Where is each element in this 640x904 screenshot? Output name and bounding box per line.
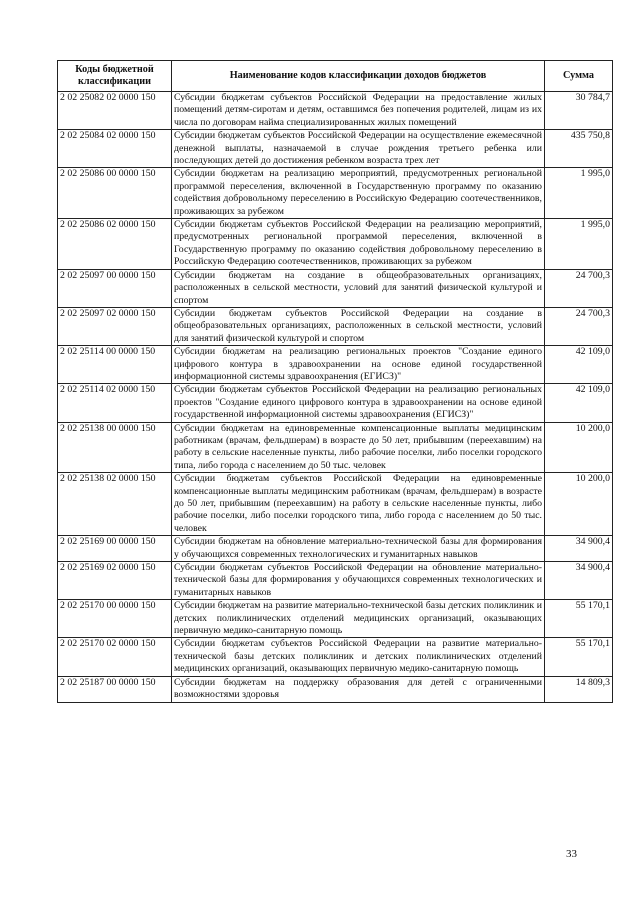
- page-number: 33: [566, 848, 577, 860]
- row-sum: 1 995,0: [545, 168, 613, 219]
- row-name: Субсидии бюджетам субъектов Российской Федерации на развитие материально-технической базы детских поликлиник и детских поликлинических отделений медицинских организаций, оказывающих первичную медико-санитарную помощь: [172, 638, 545, 676]
- row-code: 2 02 25086 02 0000 150: [58, 219, 172, 270]
- table-row: [58, 384, 613, 422]
- row-code: 2 02 25170 00 0000 150: [58, 600, 172, 638]
- row-name: Субсидии бюджетам на поддержку образования для детей с ограниченными возможностями здоровья: [172, 676, 545, 702]
- table-row: [58, 473, 613, 536]
- row-sum: 435 750,8: [545, 130, 613, 168]
- table-row: [58, 130, 613, 168]
- row-sum: 34 900,4: [545, 562, 613, 600]
- row-name: Субсидии бюджетам на создание в общеобразовательных организациях, расположенных в сельской местности, условий для занятий физической культурой и спортом: [172, 269, 545, 307]
- table-row: [58, 600, 613, 638]
- row-sum: 24 700,3: [545, 269, 613, 307]
- budget-revenue-table: [57, 60, 613, 703]
- row-sum: 14 809,3: [545, 676, 613, 702]
- row-name: Субсидии бюджетам субъектов Российской Федерации на реализацию региональных проектов "Создание единого цифрового контура в здравоохранении на основе единой государственной информационной системы здравоохранения (ЕГИСЗ)": [172, 384, 545, 422]
- row-sum: 10 200,0: [545, 473, 613, 536]
- row-name: Субсидии бюджетам субъектов Российской Федерации на обновление материально-технической базы для формирования у обучающихся современных технологических и гуманитарных навыков: [172, 562, 545, 600]
- row-code: 2 02 25114 00 0000 150: [58, 346, 172, 384]
- row-code: 2 02 25082 02 0000 150: [58, 92, 172, 130]
- table-row: [58, 562, 613, 600]
- row-name: Субсидии бюджетам субъектов Российской Федерации на единовременные компенсационные выплаты медицинским работникам (врачам, фельдшерам) в возрасте до 50 лет, прибывшим (переехавшим) на работу в сельские населенные пункты, либо рабочие поселки, либо поселки городского типа, либо города с населением до 50 тыс. человек: [172, 473, 545, 536]
- row-code: 2 02 25170 02 0000 150: [58, 638, 172, 676]
- table-row: [58, 92, 613, 130]
- row-name: Субсидии бюджетам субъектов Российской Федерации на осуществление ежемесячной денежной выплаты, назначаемой в случае рождения третьего ребенка или последующих детей до достижения ребенком возраста трех лет: [172, 130, 545, 168]
- header-code: Коды бюджетной классификации: [58, 61, 172, 92]
- row-sum: 42 109,0: [545, 384, 613, 422]
- row-name: Субсидии бюджетам субъектов Российской Федерации на создание в общеобразовательных организациях, расположенных в сельской местности, условий для занятий физической культурой и спортом: [172, 307, 545, 345]
- row-sum: 55 170,1: [545, 600, 613, 638]
- row-name: Субсидии бюджетам на реализацию мероприятий, предусмотренных региональной программой переселения, включенной в Государственную программу по оказанию содействия добровольному переселению в Российскую Федерацию соотечественников, проживающих за рубежом: [172, 168, 545, 219]
- table-row: [58, 307, 613, 345]
- row-sum: 1 995,0: [545, 219, 613, 270]
- row-code: 2 02 25138 02 0000 150: [58, 473, 172, 536]
- row-code: 2 02 25097 00 0000 150: [58, 269, 172, 307]
- table-row: [58, 269, 613, 307]
- table-body: [58, 92, 613, 703]
- row-sum: 24 700,3: [545, 307, 613, 345]
- row-code: 2 02 25187 00 0000 150: [58, 676, 172, 702]
- row-sum: 10 200,0: [545, 422, 613, 473]
- row-name: Субсидии бюджетам на развитие материально-технической базы детских поликлиник и детских поликлинических отделений медицинских организаций, оказывающих первичную медико-санитарную помощь: [172, 600, 545, 638]
- table-row: [58, 168, 613, 219]
- row-name: Субсидии бюджетам на реализацию региональных проектов "Создание единого цифрового контура в здравоохранении на основе единой государственной информационной системы здравоохранения (ЕГИСЗ)": [172, 346, 545, 384]
- row-name: Субсидии бюджетам субъектов Российской Федерации на предоставление жилых помещений детям-сиротам и детям, оставшимся без попечения родителей, лицам из их числа по договорам найма специализированных жилых помещений: [172, 92, 545, 130]
- table-row: [58, 422, 613, 473]
- row-sum: 34 900,4: [545, 536, 613, 562]
- header-sum: Сумма: [545, 61, 613, 92]
- row-name: Субсидии бюджетам на единовременные компенсационные выплаты медицинским работникам (врачам, фельдшерам) в возрасте до 50 лет, прибывшим (переехавшим) на работу в сельские населенные пункты, либо рабочие поселки, либо поселки городского типа, либо города с населением до 50 тыс. человек: [172, 422, 545, 473]
- row-code: 2 02 25097 02 0000 150: [58, 307, 172, 345]
- row-code: 2 02 25114 02 0000 150: [58, 384, 172, 422]
- row-code: 2 02 25084 02 0000 150: [58, 130, 172, 168]
- table-row: [58, 676, 613, 702]
- table-row: [58, 638, 613, 676]
- row-name: Субсидии бюджетам субъектов Российской Федерации на реализацию мероприятий, предусмотренных региональной программой переселения, включенной в Государственную программу по оказанию содействия добровольному переселению в Российскую Федерацию соотечественников, проживающих за рубежом: [172, 219, 545, 270]
- row-code: 2 02 25169 00 0000 150: [58, 536, 172, 562]
- table-header-row: [58, 61, 613, 92]
- table-row: [58, 219, 613, 270]
- table-row: [58, 346, 613, 384]
- row-sum: 30 784,7: [545, 92, 613, 130]
- row-code: 2 02 25138 00 0000 150: [58, 422, 172, 473]
- row-code: 2 02 25169 02 0000 150: [58, 562, 172, 600]
- header-name: Наименование кодов классификации доходов бюджетов: [172, 61, 545, 92]
- row-sum: 42 109,0: [545, 346, 613, 384]
- row-code: 2 02 25086 00 0000 150: [58, 168, 172, 219]
- row-sum: 55 170,1: [545, 638, 613, 676]
- table-row: [58, 536, 613, 562]
- row-name: Субсидии бюджетам на обновление материально-технической базы для формирования у обучающихся современных технологических и гуманитарных навыков: [172, 536, 545, 562]
